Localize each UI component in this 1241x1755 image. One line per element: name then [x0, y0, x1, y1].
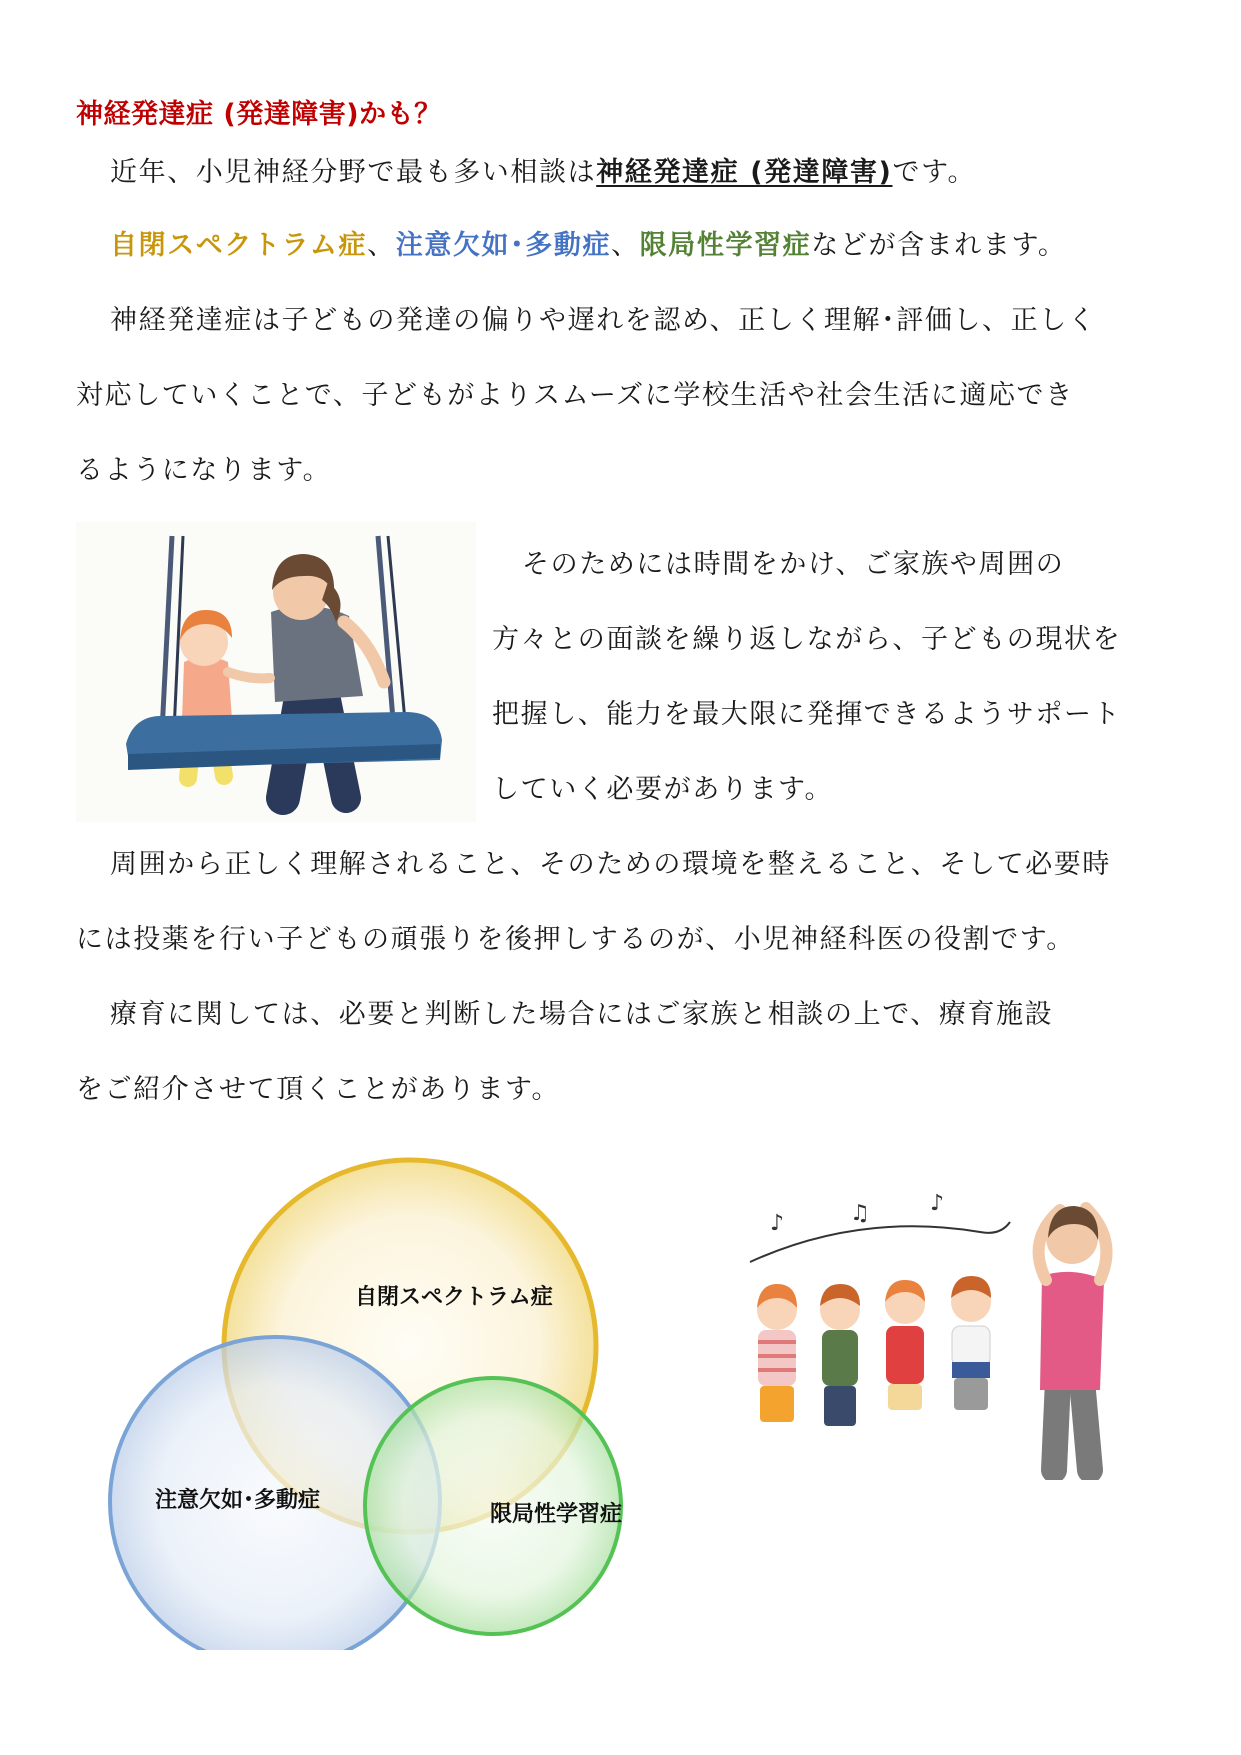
- paragraph-6-line-1: 療育に関しては、必要と判断した場合にはご家族と相談の上で、療育施設: [110, 999, 1054, 1030]
- paragraph-intro: [110, 153, 976, 193]
- term-ld: 限局性学習症: [639, 230, 812, 261]
- paragraph-3-line-3: るようになります。: [76, 455, 332, 486]
- term-adhd: 注意欠如･多動症: [395, 230, 612, 261]
- venn-label-adhd: 注意欠如･多動症: [155, 1488, 321, 1513]
- paragraph-4-line-1: そのためには時間をかけ、ご家族や周囲の: [522, 549, 1065, 580]
- swing-illustration: [76, 522, 476, 822]
- paragraph-5-line-1: 周囲から正しく理解されること、そのための環境を整えること、そして必要時: [110, 849, 1111, 880]
- separator: 、: [367, 230, 396, 261]
- intro-text: 近年、小児神経分野で最も多い相談は: [110, 157, 597, 188]
- venn-diagram: [100, 1150, 700, 1650]
- paragraph-4-line-3: 把握し、能力を最大限に発揮できるようサポート: [492, 699, 1122, 730]
- venn-label-asd: 自閉スペクトラム症: [355, 1285, 553, 1310]
- paragraph-6-line-2: をご紹介させて頂くことがあります。: [76, 1074, 561, 1105]
- paragraph-3-line-1: 神経発達症は子どもの発達の偏りや遅れを認め、正しく理解･評価し、正しく: [110, 305, 1097, 336]
- paragraph-5-line-2: には投薬を行い子どもの頑張りを後押しするのが、小児神経科医の役割です。: [76, 924, 1075, 955]
- conditions-text-end: などが含まれます。: [811, 230, 1067, 261]
- venn-label-ld: 限局性学習症: [490, 1502, 623, 1527]
- intro-emphasis: 神経発達症 (発達障害): [596, 157, 893, 188]
- paragraph-4-line-4: していく必要があります。: [492, 774, 834, 805]
- paragraph-3-line-2: 対応していくことで、子どもがよりスムーズに学校生活や社会生活に適応でき: [76, 380, 1074, 411]
- music-note-icon: ♪: [770, 1211, 785, 1236]
- paragraph-conditions: [110, 226, 1067, 266]
- exercise-illustration: [720, 1180, 1140, 1480]
- paragraph-4-line-2: 方々との面談を繰り返しながら、子どもの現状を: [492, 624, 1122, 655]
- intro-text-end: です。: [892, 157, 977, 188]
- term-asd: 自閉スペクトラム症: [110, 230, 368, 261]
- music-note-icon: ♫: [850, 1201, 870, 1226]
- separator: 、: [611, 230, 640, 261]
- music-note-icon: ♪: [930, 1191, 945, 1216]
- page-title: 神経発達症 (発達障害)かも？: [76, 99, 442, 130]
